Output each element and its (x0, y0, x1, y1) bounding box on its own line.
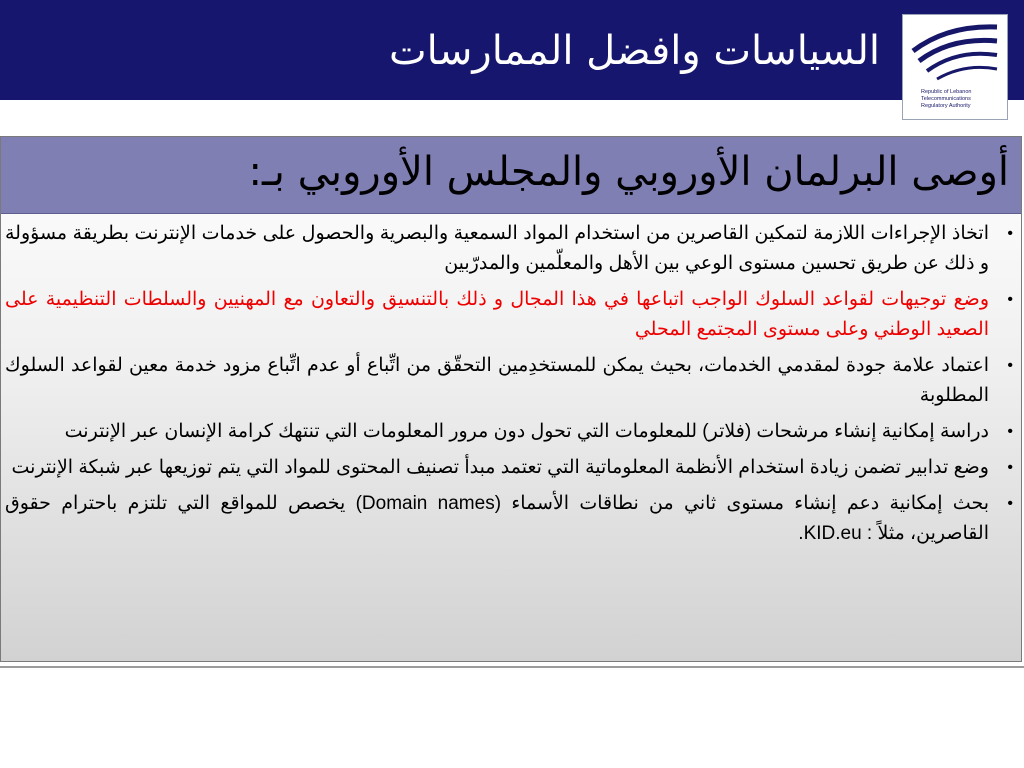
bullet-text: اتخاذ الإجراءات اللازمة لتمكين القاصرين من استخدام المواد السمعية والبصرية والحصول على خدمات الإنترنت بطريقة مسؤولة و ذلك عن طريق تحسين مستوى الوعي بين الأهل والمعلّمين والمدرّبين (5, 223, 989, 274)
bullet-item (5, 417, 1021, 447)
bullet-item (5, 453, 1021, 483)
bullet-text: وضع توجيهات لقواعد السلوك الواجب اتباعها في هذا المجال و ذلك بالتنسيق والتعاون مع المهنيين والسلطات التنظيمية على الصعيد الوطني وعلى مستوى المجتمع المحلي (5, 289, 989, 340)
bullet-item (5, 489, 1021, 549)
bullet-dot-icon: • (1007, 357, 1013, 374)
tra-logo-icon (911, 21, 999, 87)
bullet-dot-icon: • (1007, 225, 1013, 242)
bullet-item (5, 351, 1021, 411)
logo-caption (921, 89, 1001, 110)
bullet-item (5, 219, 1021, 279)
bullet-dot-icon: • (1007, 423, 1013, 440)
content-box (0, 136, 1022, 662)
bullet-dot-icon: • (1007, 495, 1013, 512)
bullet-text: دراسة إمكانية إنشاء مرشحات (فلاتر) للمعلومات التي تحول دون مرور المعلومات التي تنتهك كرامة الإنسان عبر الإنترنت (64, 421, 989, 442)
logo-caption-line: Telecommunications (921, 96, 971, 102)
footer-divider (0, 666, 1024, 668)
bullet-text: بحث إمكانية دعم إنشاء مستوى ثاني من نطاقات الأسماء (Domain names) يخصص للمواقع التي تلتزم باحترام حقوق القاصرين، مثلاً : KID.eu. (5, 493, 990, 544)
slide-header (0, 0, 1024, 100)
bullet-dot-icon: • (1007, 291, 1013, 308)
slide-title: السياسات وافضل الممارسات (389, 28, 880, 74)
logo-caption-line: Republic of Lebanon (921, 89, 972, 95)
logo-caption-line: Regulatory Authority (921, 103, 971, 109)
bullet-list (5, 219, 1021, 555)
bullet-dot-icon: • (1007, 459, 1013, 476)
bullet-text: اعتماد علامة جودة لمقدمي الخدمات، بحيث يمكن للمستخدِمين التحقّق من اتِّباع أو عدم اتِّباع مزود خدمة معين لقواعد السلوك المطلوبة (5, 355, 989, 406)
bullet-text: وضع تدابير تضمن زيادة استخدام الأنظمة المعلوماتية التي تعتمد مبدأ تصنيف المحتوى للمواد التي يتم توزيعها عبر شبكة الإنترنت (11, 457, 989, 478)
bullet-item (5, 285, 1021, 345)
subtitle-bar (1, 137, 1021, 214)
subtitle-text: أوصى البرلمان الأوروبي والمجلس الأوروبي بـ: (248, 149, 1009, 195)
logo-panel (902, 14, 1008, 120)
